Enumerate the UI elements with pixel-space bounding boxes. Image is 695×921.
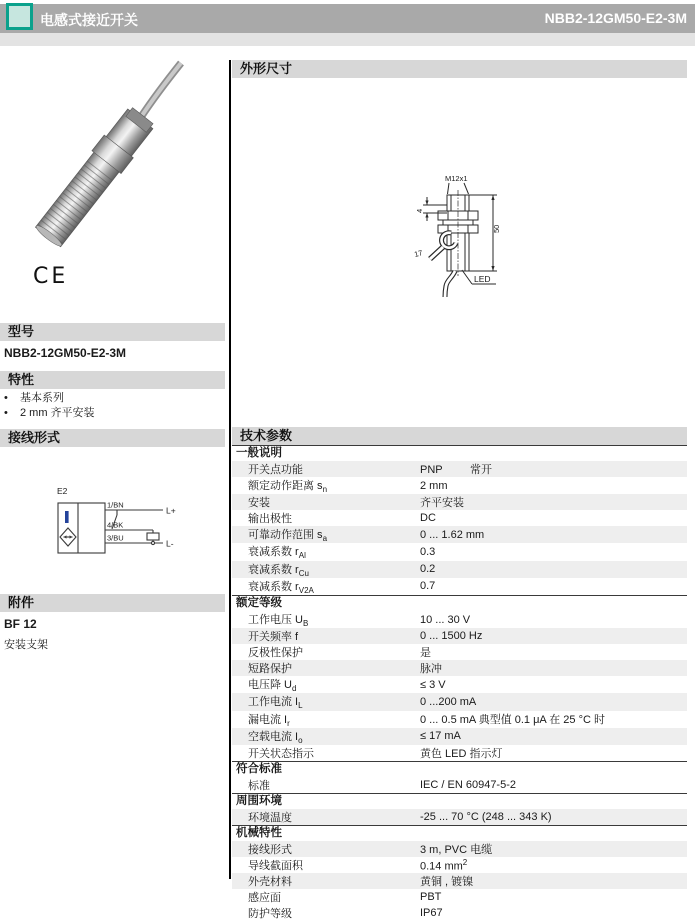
tech-row-label: 开关状态指示: [248, 747, 314, 760]
tech-row-value: IP67: [420, 906, 443, 919]
tech-row: [232, 693, 687, 710]
terminal-lminus: L-: [166, 538, 174, 549]
tech-row-value: 0 ... 1.62 mm: [420, 528, 485, 541]
tech-row-label: 电压降 $U_d$: [248, 679, 297, 694]
tech-row-value: 2 mm: [420, 479, 448, 492]
tech-row-value: 0 ...200 mA: [420, 695, 477, 708]
header-substrip: [0, 33, 695, 46]
tech-group-heading: 一般说明: [232, 445, 687, 461]
tech-row-value: PBT: [420, 890, 442, 903]
tech-row-label: 开关频率 f: [248, 631, 299, 644]
model-value: NBB2-12GM50-E2-3M: [4, 346, 127, 360]
dimension-drawing: [398, 166, 548, 308]
tech-row-label: 衰减系数 $r_{V2A}$: [248, 580, 314, 595]
wiring-diagram: [35, 480, 210, 585]
tech-row-label: 外壳材料: [248, 875, 292, 888]
tech-row-value: 0.14 $mm^2$: [420, 857, 468, 873]
output-indicator-bar: [65, 511, 69, 523]
ce-mark: CE: [33, 264, 69, 289]
tech-row: [232, 543, 687, 560]
part-number: NBB2-12GM50-E2-3M: [544, 10, 687, 26]
tech-row-value: IEC / EN 60947-5-2: [420, 778, 516, 791]
tech-row: [232, 628, 687, 644]
dim-front-label: 4: [415, 208, 424, 213]
section-heading-dimensions: 外形尺寸: [232, 60, 687, 78]
bullet-icon: •: [4, 407, 8, 419]
wire-label-bu: 3/BU: [107, 533, 124, 543]
page-title: 电感式接近开关: [40, 12, 138, 28]
accessory-description: 安装支架: [4, 639, 48, 651]
tech-row-value: DC: [420, 512, 436, 525]
tech-row-value: ≤ 17 mA: [420, 730, 461, 743]
tech-row-value: 10 ... 30 V: [420, 613, 471, 626]
tech-row: [232, 526, 687, 543]
tech-row-label: 额定动作距离 $s_n$: [248, 480, 328, 495]
tech-row-value: PNP 常开: [420, 464, 492, 476]
tech-row-value: -25 ... 70 °C (248 ... 343 K): [420, 810, 552, 823]
tech-row-label: 短路保护: [248, 663, 292, 676]
tech-row-label: 环境温度: [248, 811, 292, 824]
feature-item: • 基本系列: [4, 392, 64, 404]
tech-row-label: 可靠动作范围 $s_a$: [248, 529, 328, 544]
section-heading-model: 型号: [0, 323, 225, 341]
tech-row-label: 工作电流 $I_L$: [248, 696, 303, 711]
tech-row: [232, 461, 687, 477]
tech-row-value: 是: [420, 647, 431, 660]
tech-group-heading: 机械特性: [232, 825, 687, 841]
dim-length-label: 50: [492, 224, 501, 233]
tech-row-label: 开关点功能: [248, 464, 303, 476]
tech-row: [232, 809, 687, 825]
led-label: LED: [474, 274, 491, 284]
wire-label-bn: 1/BN: [107, 500, 124, 510]
tech-row: [232, 905, 687, 921]
tech-row: [232, 889, 687, 905]
tech-row: [232, 561, 687, 578]
tech-row: [232, 644, 687, 660]
section-heading-connection: 接线形式: [0, 429, 225, 447]
tech-row-label: 工作电压 $U_B$: [248, 613, 309, 629]
tech-group-heading: 周围环境: [232, 793, 687, 809]
tech-row-label: 感应面: [248, 891, 281, 904]
tech-row: [232, 745, 687, 761]
wire-label-bk: 4/BK: [107, 520, 124, 530]
tech-row-value: 0.3: [420, 545, 436, 558]
terminal-lplus: L+: [166, 505, 176, 516]
tech-row: [232, 676, 687, 693]
tech-row-label: 安装: [248, 497, 270, 510]
tech-group-heading: 符合标准: [232, 761, 687, 777]
tech-row-value: 齐平安装: [420, 497, 464, 510]
brand-logo-icon: [6, 3, 33, 30]
tech-row-label: 防护等级: [248, 907, 292, 920]
tech-row: [232, 873, 687, 889]
product-photo: [25, 55, 205, 270]
tech-row: [232, 660, 687, 676]
tech-row-value: 0 ... 0.5 mA 典型值 0.1 μA 在 25 °C 时: [420, 714, 605, 727]
tech-row-label: 衰减系数 $r_{Al}$: [248, 546, 306, 561]
wrench-size-label: 17: [413, 248, 424, 259]
section-heading-features: 特性: [0, 371, 225, 389]
tech-row: [232, 841, 687, 857]
tech-row: [232, 711, 687, 728]
tech-row: [232, 494, 687, 510]
tech-row: [232, 578, 687, 595]
bullet-icon: •: [4, 392, 8, 404]
column-divider: [229, 60, 231, 879]
tech-row-label: 导线截面积: [248, 859, 303, 872]
tech-row-value: ≤ 3 V: [420, 678, 446, 691]
tech-row-label: 反极性保护: [248, 647, 303, 660]
tech-group-heading: 额定等级: [232, 595, 687, 611]
diagram-label: E2: [57, 486, 68, 496]
tech-row-value: 0 ... 1500 Hz: [420, 630, 483, 643]
tech-row: [232, 777, 687, 793]
tech-row-label: 接线形式: [248, 843, 292, 856]
thread-label: M12x1: [445, 174, 468, 183]
tech-row-label: 衰减系数 $r_{Cu}$: [248, 563, 309, 578]
tech-row-value: 0.2: [420, 563, 436, 576]
features-list: [4, 391, 95, 421]
tech-row-label: 输出极性: [248, 513, 292, 526]
tech-row-value: 脉冲: [420, 663, 442, 676]
tech-row: [232, 728, 687, 745]
tech-table: [232, 445, 687, 921]
tech-row-value: 黄铜 , 镀镍: [420, 875, 474, 888]
tech-row-label: 标准: [248, 779, 270, 792]
accessory-model: BF 12: [4, 617, 37, 631]
tech-row-label: 漏电流 $I_r$: [248, 713, 290, 728]
tech-row: [232, 857, 687, 873]
tech-row-value: 0.7: [420, 580, 436, 593]
tech-row-label: 空载电流 $I_o$: [248, 730, 303, 745]
tech-row-value: 黄色 LED 指示灯: [420, 747, 503, 760]
section-heading-tech: 技术参数: [232, 427, 687, 445]
tech-row: [232, 477, 687, 494]
tech-row: [232, 611, 687, 628]
tech-row: [232, 510, 687, 526]
section-heading-accessories: 附件: [0, 594, 225, 612]
feature-item: • 2 mm 齐平安装: [4, 407, 95, 419]
tech-row-value: 3 m, PVC 电缆: [420, 843, 493, 856]
